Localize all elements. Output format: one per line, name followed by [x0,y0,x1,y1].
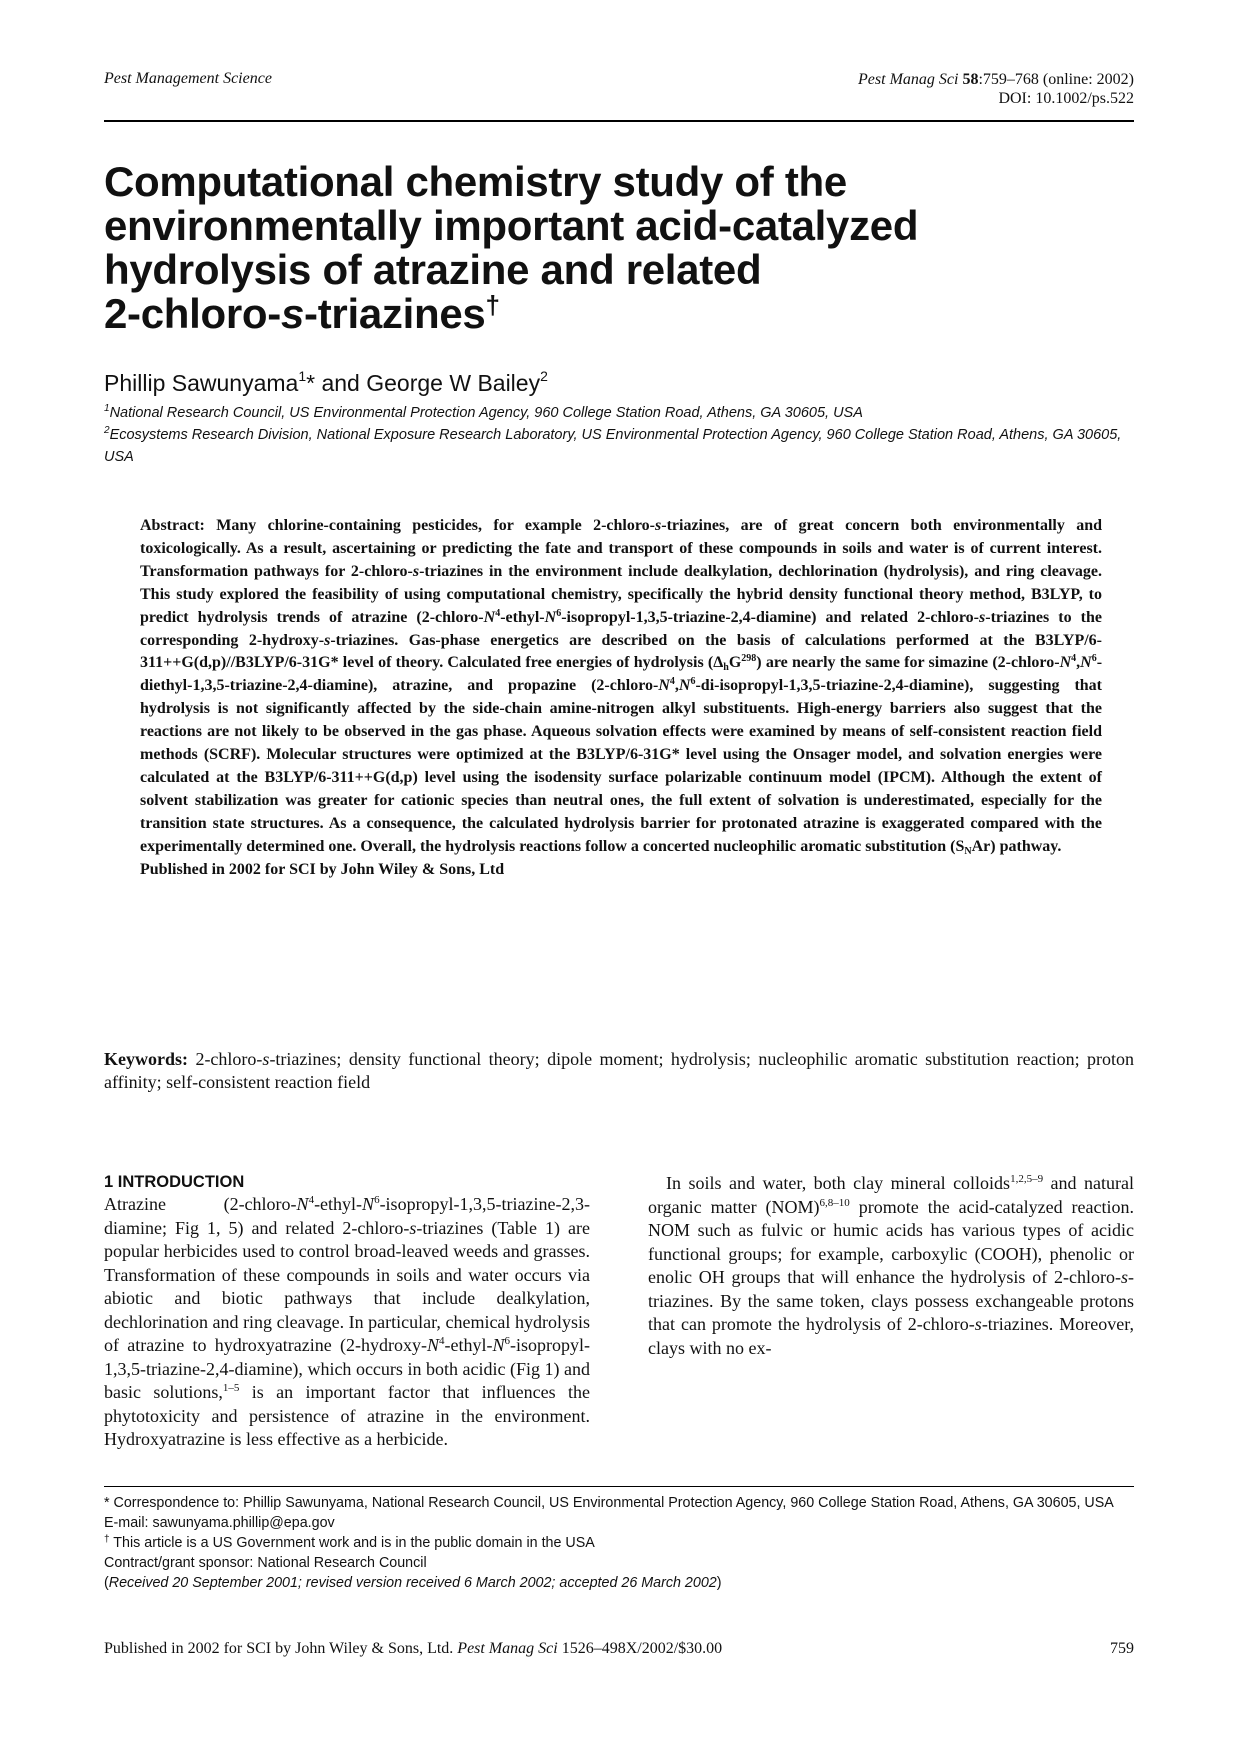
body-paragraph: In soils and water, both clay mineral colloids$^{1,2,5-9}$ and natural organic matter (NOM)$^{6,8-10}$ promote the acid-catalyzed reaction. NOM such as fulvic or humic acids has various types of acidic functional groups; for example, carboxylic (COOH), phenolic or enolic OH groups that will enhance the hydrolysis of 2-chloro-s-triazines. By the same token, clays possess exchangeable protons that can promote the hydrolysis of 2-chloro-s-triazines. Moreover, clays with no ex- [648,1173,1135,1358]
body-column-right [648,1172,1134,1360]
journal-page [104,0,1134,1755]
author-list: Phillip Sawunyama$^1$* and George W Bailey$^2$ [104,368,548,396]
article-title: Computational chemistry study of the environmentally important acid-catalyzed hydrolysis of atrazine and related 2-chloro-s-triazines† [104,158,919,337]
grant-note: Contract/grant sponsor: National Research Council [104,1555,427,1571]
email-note: E-mail: sawunyama.phillip@epa.gov [104,1515,335,1531]
page-footer: Published in 2002 for SCI by John Wiley & Sons, Ltd. Pest Manag Sci 1526–498X/2002/$30.00 [104,1640,723,1657]
citation-ref: 1–5 [222,1382,240,1394]
dagger-mark: † [485,290,500,320]
body-paragraph: Atrazine ($2-chloro-N^4-ethyl-N^6-isopropyl-1,3,5-triazine-2,3$-diamine; Fig 1, 5) and related 2-chloro-s-triazines (Table 1) are popular herbicides used to control broad-leaved weeds and grasses. Transformation of these compounds in soils and water occurs via abiotic and biotic pathways that include dealkylation, dechlorination and ring cleavage. In particular, chemical hydrolysis of atrazine to hydroxyatrazine $(2-hydroxy-N^4-ethyl-N^6-isopropyl-1,3,5-triazine-2,4-diamine)$, which occurs in both acidic (Fig 1) and basic solutions,$^{1-5}$ is an important factor that influences the phytotoxicity and persistence of atrazine in the environment. Hydroxyatrazine is less effective as a herbicide. [104,1194,590,1449]
keywords: Keywords: 2-chloro-s-triazines; density functional theory; dipole moment; hydrolysis; nucleophilic aromatic substitution reaction; proton affinity; self-consistent reaction field [104,1049,1135,1092]
running-header-journal: Pest Management Science [104,70,272,87]
doi: DOI: 10.1002/ps.522 [998,90,1134,107]
section-heading: 1 INTRODUCTION [104,1173,245,1191]
abstract-text: Abstract: Many chlorine-containing pesticides, for example 2-chloro-s-triazines, are of great concern both environmentally and toxicologically. As a result, ascertaining or predicting the fate and transport of these compounds in soils and water is of current interest. Transformation pathways for 2-chloro-s-triazines in the environment include dealkylation, dechlorination (hydrolysis), and ring cleavage. This study explored the feasibility of using computational chemistry, specifically the hybrid density functional theory method, B3LYP, to predict hydrolysis trends of atrazine $(2-chloro-N^4-ethyl-N^6-isopropyl-1,3,5-triazine-2,4-diamine)$ and related 2-chloro-s-triazines to the corresponding 2-hydroxy-s-triazines. Gas-phase energetics are described on the basis of calculations performed at the B3LYP/6-311++G(d,p)//B3LYP/6-31G* level of theory. Calculated free energies of hydrolysis $(\Delta_hG^{298})$ are nearly the same for simazine $(2-chloro-N^4,N^6-diethyl-1,3,5-triazine-2,4-diamine)$, atrazine, and propazine $(2-chloro-N^4,N^6-di-isopropyl-1,3,5-triazine-2,4-diamine)$, suggesting that hydrolysis is not significantly affected by the side-chain amine-nitrogen alkyl substituents. High-energy barriers also suggest that the reactions are not likely to be observed in the gas phase. Aqueous solvation effects were examined by means of self-consistent reaction field methods (SCRF). Molecular structures were optimized at the B3LYP/6-31G* level using the Onsager model, and solvation energies were calculated at the B3LYP/6-311++G(d,p) level using the isodensity surface polarizable continuum model (IPCM). Although the extent of solvent stabilization was greater for cationic species than neutral ones, the full extent of solvation is underestimated, especially for the transition state structures. As a consequence, the calculated hydrolysis barrier for protonated atrazine is exaggerated compared with the experimentally determined one. Overall, the hydrolysis reactions follow a concerted nucleophilic aromatic substitution $(S_NAr)$ pathway. [140,517,1103,857]
citation-ref: 1,2,5–9 [1010,1173,1044,1185]
correspondence-note: * Correspondence to: Phillip Sawunyama, National Research Council, US Environmental Protection Agency, 960 College Station Road, Athens, GA 30605, USA [104,1495,1114,1511]
footnote-rule [104,1486,1134,1487]
author-name: Phillip Sawunyama [104,370,299,396]
received-note: (Received 20 September 2001; revised version received 6 March 2002; accepted 26 March 2002) [104,1575,722,1591]
keywords-label: Keywords: [104,1049,188,1069]
affiliation: $^1$National Research Council, US Environmental Protection Agency, 960 College Station Road, Athens, GA 30605, USA [104,403,863,421]
affiliations [104,402,1134,468]
author-name: George W Bailey [366,370,541,396]
citation-ref: 6,8–10 [819,1196,850,1209]
footnotes [104,1493,1134,1593]
affiliation: $^2$Ecosystems Research Division, National Exposure Research Laboratory, US Environmental Protection Agency, 960 College Station Road, Athens, GA 30605, USA [104,425,1122,465]
abstract-published: Published in 2002 for SCI by John Wiley & Sons, Ltd [140,860,505,878]
running-header-citation: Pest Manag Sci 58:759–768 (online: 2002) DOI: 10.1002/ps.522 [858,71,1134,107]
body-column-left [104,1172,590,1452]
public-domain-note: † This article is a US Government work and is in the public domain in the USA [104,1534,595,1551]
header-rule [104,120,1134,122]
page-number: 759 [1110,1640,1134,1657]
abstract [140,515,1102,882]
